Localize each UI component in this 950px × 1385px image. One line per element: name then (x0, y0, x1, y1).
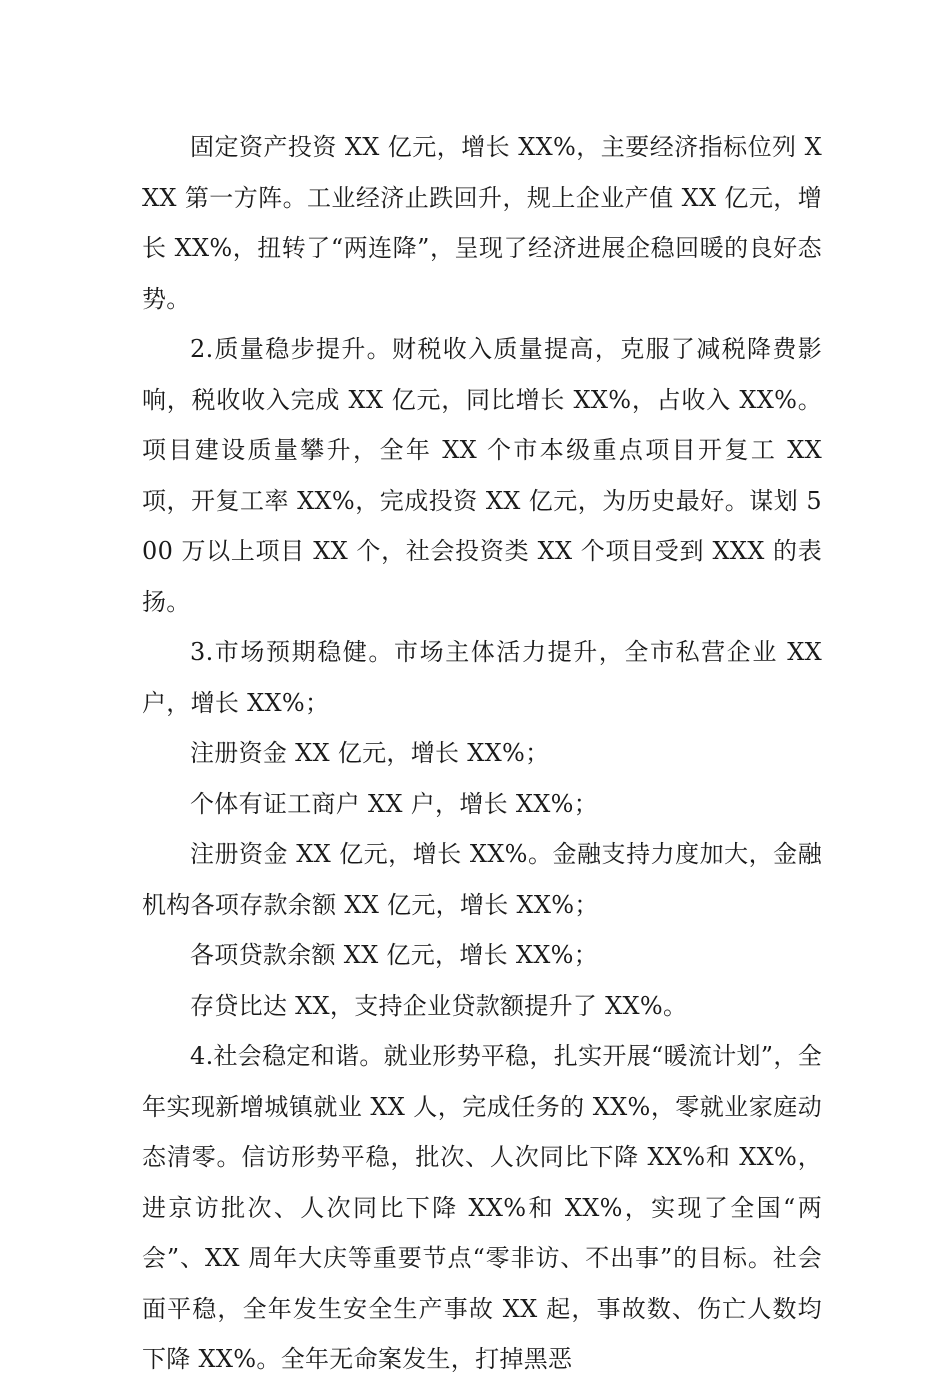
paragraph-market-expectations: 3.市场预期稳健。市场主体活力提升，全市私营企业 XX 户，增长 XX%； (142, 638, 822, 717)
document-body (142, 122, 822, 1385)
paragraph-financial-support: 注册资金 XX 亿元，增长 XX%。金融支持力度加大，金融机构各项存款余额 XX 亿元，增长 XX%； (142, 840, 822, 919)
paragraph-individual-businesses: 个体有证工商户 XX 户，增长 XX%； (190, 789, 599, 818)
paragraph-loan-balance: 各项贷款余额 XX 亿元，增长 XX%； (190, 941, 599, 969)
paragraph-deposit-loan-ratio: 存贷比达 XX，支持企业贷款额提升了 XX%。 (190, 991, 688, 1020)
paragraph-fixed-asset-investment: 固定资产投资 XX 亿元，增长 XX%，主要经济指标位列 XXX 第一方阵。工业经济止跌回升，规上企业产值 XX 亿元，增长 XX%，扭转了“两连降”，呈现了经济进展企稳回暖的良好态势。 (142, 133, 822, 313)
paragraph-social-stability: 4.社会稳定和谐。就业形势平稳，扎实开展“暖流计划”，全年实现新增城镇就业 XX 人，完成任务的 XX%，零就业家庭动态清零。信访形势平稳，批次、人次同比下降 XX%和 XX%，进京访批次、人次同比下降 XX%和 XX%，实现了全国“两会”、XX 周年大庆等重要节点“零非访、不出事”的目标。社会面平稳，全年发生安全生产事故 XX 起，事故数、伤亡人数均下降 XX%。全年无命案发生，打掉黑恶 (142, 1042, 822, 1373)
paragraph-quality-improvement: 2.质量稳步提升。财税收入质量提高，克服了减税降费影响，税收收入完成 XX 亿元，同比增长 XX%，占收入 XX%。项目建设质量攀升，全年 XX 个市本级重点项目开复工 XX 项，开复工率 XX%，完成投资 XX 亿元，为历史最好。谋划 500 万以上项目 XX 个，社会投资类 XX 个项目受到 XXX 的表扬。 (142, 335, 822, 616)
paragraph-registered-capital: 注册资金 XX 亿元，增长 XX%； (190, 739, 550, 767)
